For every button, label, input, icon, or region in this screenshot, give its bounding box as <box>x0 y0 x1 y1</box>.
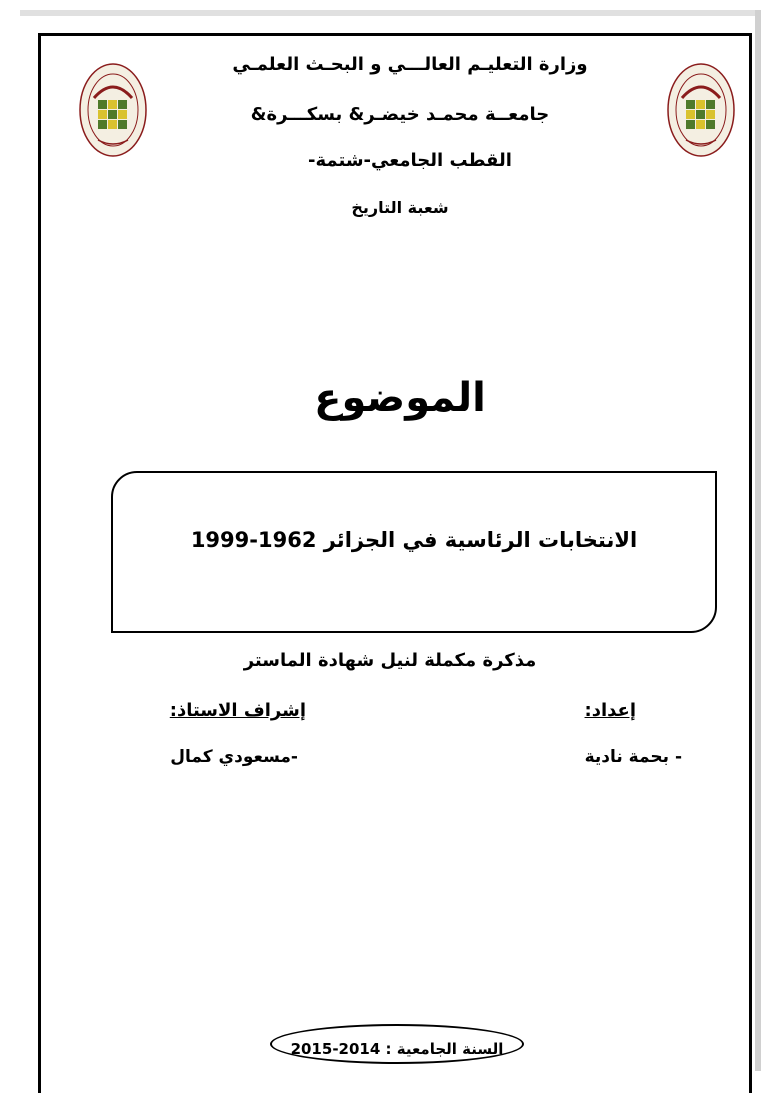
page-shadow-top <box>20 10 761 16</box>
academic-year-oval <box>270 1024 524 1064</box>
supervisor-name: -مسعودي كمال <box>170 747 298 767</box>
academic-year: السنة الجامعية : 2014-2015 <box>290 1040 504 1058</box>
department-line: شعبة التاريخ <box>351 198 449 217</box>
subject-box <box>111 471 717 633</box>
subject-title: الانتخابات الرئاسية في الجزائر 1962-1999 <box>190 528 638 552</box>
supervisor-label: إشراف الاستاذ: <box>169 700 306 721</box>
main-title: الموضوع <box>314 375 486 421</box>
university-logo-left <box>78 62 148 172</box>
page-shadow-right <box>755 10 761 1071</box>
prepared-by-label: إعداد: <box>584 700 636 721</box>
thesis-purpose: مذكرة مكملة لنيل شهادة الماستر <box>243 650 537 671</box>
ministry-line: وزارة التعليـم العالـــي و البحـث العلمـي <box>232 54 588 75</box>
campus-line: القطب الجامعي-شتمة- <box>308 150 512 171</box>
university-logo-right <box>666 62 736 172</box>
university-line: جامعــة محمـد خيضـر& بسكـــرة& <box>250 104 550 125</box>
student-name: - بحمة نادية <box>584 747 682 767</box>
